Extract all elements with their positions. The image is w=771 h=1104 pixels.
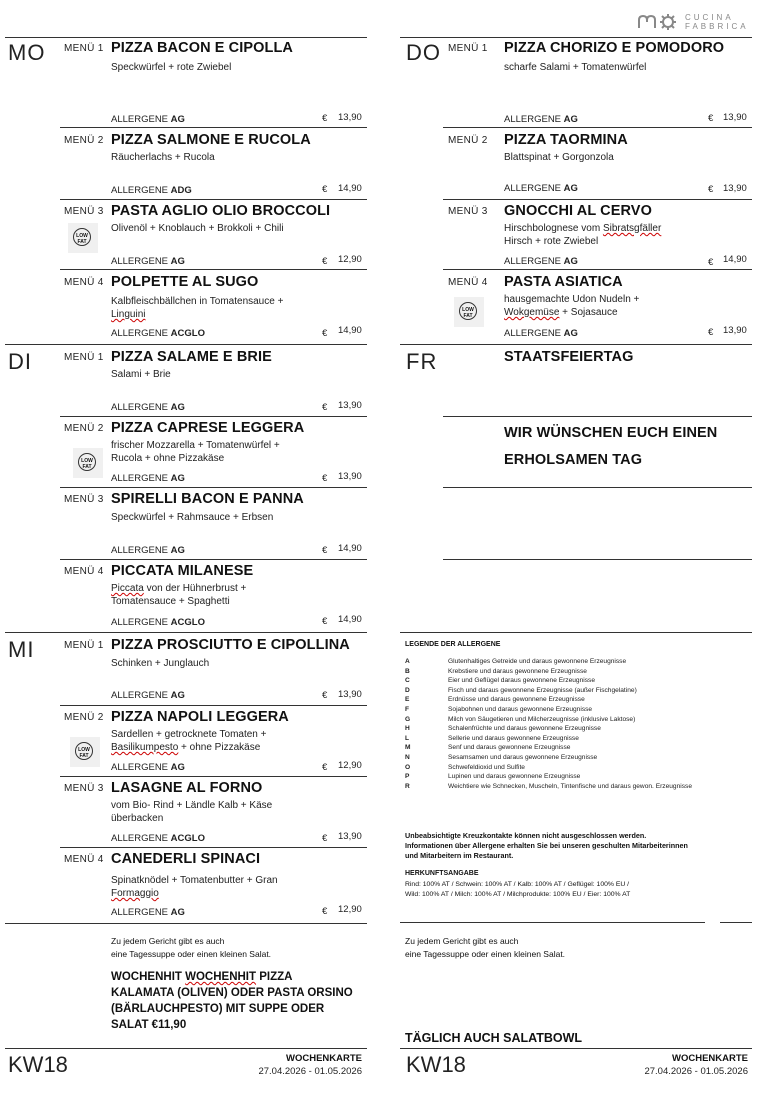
menu-number: MENÜ 3 [64, 783, 104, 794]
price: 12,90 [338, 904, 362, 915]
dish-description: Blattspinat + Gorgonzola [504, 152, 614, 163]
menu-number: MENÜ 4 [64, 854, 104, 865]
menu-number: MENÜ 3 [448, 206, 488, 217]
low-fat-badge-icon: LOW FAT [454, 297, 484, 327]
dish-description: Schinken + Junglauch [111, 658, 210, 669]
euro-sign: € [322, 328, 328, 339]
legend-row: E Erdnüsse und daraus gewonnene Erzeugnisse [405, 696, 585, 704]
allergen-info: ALLERGENE ACGLO [111, 617, 205, 628]
price: 13,90 [723, 112, 747, 123]
brand-line2: FABBRICA [685, 22, 749, 31]
allergen-info: ALLERGENE AG [504, 256, 578, 267]
price: 13,90 [338, 400, 362, 411]
date-range: 27.04.2026 - 01.05.2026 [644, 1066, 748, 1077]
menu-number: MENÜ 2 [448, 135, 488, 146]
dish-title: PIZZA SALMONE E RUCOLA [111, 132, 311, 148]
price: 14,90 [338, 183, 362, 194]
euro-sign: € [322, 906, 328, 917]
legend-row: B Krebstiere und daraus gewonnene Erzeugnisse [405, 667, 587, 675]
dish-description: Salami + Brie [111, 369, 171, 380]
holiday-wish: WIR WÜNSCHEN EUCH EINEN ERHOLSAMEN TAG [504, 425, 718, 468]
legend-row: F Sojabohnen und daraus gewonnene Erzeugnisse [405, 705, 593, 713]
euro-sign: € [322, 762, 328, 773]
origin-title: HERKUNFTSANGABE [405, 870, 479, 877]
soup-note: Zu jedem Gericht gibt es auch eine Tagessuppe oder einen kleinen Salat. [405, 936, 566, 959]
dish-description: Speckwürfel + Rahmsauce + Erbsen [111, 512, 274, 523]
euro-sign: € [708, 257, 714, 268]
weekly-hit: WOCHENHIT WOCHENHIT PIZZA KALAMATA (OLIVEN) ODER PASTA ORSINO (BÄRLAUCHPESTO) MIT SUPPE ODER SALAT €11,90 [111, 971, 353, 1031]
price: 13,90 [338, 831, 362, 842]
day-mi: MI [8, 637, 35, 662]
euro-sign: € [322, 473, 328, 484]
day-fr: FR [406, 349, 438, 374]
legend-row: R Weichtiere wie Schnecken, Muscheln, Tintenfische und daraus gewon. Erzeugnisse [405, 782, 692, 790]
brand-icon [637, 13, 679, 31]
dish-description: Piccata von der Hühnerbrust + Tomatensauce + Spaghetti [111, 583, 247, 607]
menu-number: MENÜ 3 [64, 494, 104, 505]
calendar-week: KW18 [8, 1052, 68, 1077]
allergen-info: ALLERGENE AG [111, 907, 185, 918]
dish-description: vom Bio- Rind + Ländle Kalb + Käse überbacken [111, 800, 273, 824]
euro-sign: € [322, 113, 328, 124]
holiday-title: STAATSFEIERTAG [504, 349, 634, 365]
euro-sign: € [322, 184, 328, 195]
menu-number: MENÜ 3 [64, 206, 104, 217]
dish-description: Räucherlachs + Rucola [111, 152, 215, 163]
dish-title: PASTA AGLIO OLIO BROCCOLI [111, 203, 331, 219]
dish-title: PIZZA BACON E CIPOLLA [111, 40, 294, 56]
dish-title: PIZZA CHORIZO E POMODORO [504, 40, 725, 56]
low-fat-badge-icon: LOW FAT [68, 223, 98, 253]
dish-title: POLPETTE AL SUGO [111, 274, 259, 290]
price: 14,90 [723, 254, 747, 265]
allergen-info: ALLERGENE AG [504, 328, 578, 339]
menu-number: MENÜ 1 [448, 43, 488, 54]
calendar-week: KW18 [406, 1052, 466, 1077]
dish-title: PIZZA NAPOLI LEGGERA [111, 709, 289, 725]
legend-row: L Sellerie und daraus gewonnene Erzeugnisse [405, 734, 579, 742]
euro-sign: € [708, 184, 714, 195]
euro-sign: € [322, 833, 328, 844]
price: 13,90 [723, 183, 747, 194]
dish-title: CANEDERLI SPINACI [111, 851, 261, 867]
dish-title: PASTA ASIATICA [504, 274, 623, 290]
dish-title: PIZZA PROSCIUTTO E CIPOLLINA [111, 637, 350, 653]
euro-sign: € [322, 545, 328, 556]
dish-description: Hirschbolognese vom Sibratsgfäller Hirsch + rote Zwiebel [504, 223, 662, 247]
date-range: 27.04.2026 - 01.05.2026 [258, 1066, 362, 1077]
dish-title: PIZZA TAORMINA [504, 132, 628, 148]
dish-description: Sardellen + getrocknete Tomaten + Basilikumpesto + ohne Pizzakäse [111, 729, 267, 753]
legend-title: LEGENDE DER ALLERGENE [405, 641, 501, 648]
price: 12,90 [338, 254, 362, 265]
allergen-info: ALLERGENE AG [111, 473, 185, 484]
allergen-info: ALLERGENE AG [504, 183, 578, 194]
euro-sign: € [322, 256, 328, 267]
dish-description: Olivenöl + Knoblauch + Brokkoli + Chili [111, 223, 284, 234]
menu-label: WOCHENKARTE [672, 1053, 748, 1064]
dish-title: PICCATA MILANESE [111, 563, 254, 579]
menu-number: MENÜ 4 [64, 566, 104, 577]
euro-sign: € [322, 402, 328, 413]
legend-row: H Schalenfrüchte und daraus gewonnene Erzeugnisse [405, 725, 601, 733]
menu-number: MENÜ 4 [64, 277, 104, 288]
cross-contact-note: Unbeabsichtigte Kreuzkontakte können nicht ausgeschlossen werden. Informationen über Allergene erhalten Sie bei unseren geschulten Mitarbeiterinnen und Mitarbeitern im Restaurant. [405, 831, 688, 860]
dish-title: LASAGNE AL FORNO [111, 780, 263, 796]
low-fat-badge-icon: LOW FAT [73, 448, 103, 478]
day-do: DO [406, 40, 441, 65]
menu-label: WOCHENKARTE [286, 1053, 362, 1064]
price: 13,90 [338, 689, 362, 700]
allergen-legend [405, 657, 755, 791]
allergen-info: ALLERGENE AG [111, 545, 185, 556]
allergen-info: ALLERGENE AG [111, 690, 185, 701]
origin-info: Rind: 100% AT / Schwein: 100% AT / Kalb: 100% AT / Geflügel: 100% EU / Wild: 100% AT / Milch: 100% AT / Milchprodukte: 100% EU / Eier: 100% AT [405, 881, 631, 898]
legend-row: P Lupinen und daraus gewonnene Erzeugnisse [405, 773, 581, 781]
day-di: DI [8, 349, 32, 374]
price: 12,90 [338, 760, 362, 771]
allergen-info: ALLERGENE AG [111, 762, 185, 773]
day-mo: MO [8, 40, 46, 65]
legend-row: G Milch von Säugetieren und Milcherzeugnisse (inklusive Laktose) [405, 715, 636, 723]
dish-description: Spinatknödel + Tomatenbutter + Gran Formaggio [111, 875, 278, 899]
legend-row: A Glutenhaltiges Getreide und daraus gewonnene Erzeugnisse [405, 658, 627, 665]
allergen-info: ALLERGENE AG [504, 114, 578, 125]
soup-note: Zu jedem Gericht gibt es auch eine Tagessuppe oder einen kleinen Salat. [111, 936, 272, 959]
allergen-info: ALLERGENE AG [111, 256, 185, 267]
price: 14,90 [338, 614, 362, 625]
menu-number: MENÜ 2 [64, 135, 104, 146]
allergen-info: ALLERGENE AG [111, 402, 185, 413]
menu-number: MENÜ 4 [448, 277, 488, 288]
allergen-info: ALLERGENE ACGLO [111, 328, 205, 339]
menu-number: MENÜ 1 [64, 43, 104, 54]
menu-number: MENÜ 2 [64, 712, 104, 723]
brand-line1: CUCINA [685, 13, 734, 22]
price: 14,90 [338, 325, 362, 336]
legend-row: M Senf und daraus gewonnene Erzeugnisse [405, 744, 571, 752]
salad-bowl-note: TÄGLICH AUCH SALATBOWL [405, 1031, 583, 1045]
legend-row: N Sesamsamen und daraus gewonnene Erzeugnisse [405, 753, 598, 761]
low-fat-badge-icon: LOW FAT [70, 737, 100, 767]
legend-row: C Eier und Geflügel daraus gewonnene Erzeugnisse [405, 677, 595, 685]
dish-title: SPIRELLI BACON E PANNA [111, 491, 304, 507]
allergen-info: ALLERGENE ADG [111, 185, 192, 196]
dish-title: GNOCCHI AL CERVO [504, 203, 652, 219]
dish-title: PIZZA SALAME E BRIE [111, 349, 272, 365]
price: 13,90 [723, 325, 747, 336]
menu-number: MENÜ 1 [64, 640, 104, 651]
dish-description: Kalbfleischbällchen in Tomatensauce + Linguini [111, 296, 284, 320]
dish-description: Speckwürfel + rote Zwiebel [111, 62, 232, 73]
menu-number: MENÜ 2 [64, 423, 104, 434]
euro-sign: € [708, 327, 714, 338]
dish-description: hausgemachte Udon Nudeln + Wokgemüse + Sojasauce [504, 294, 640, 318]
legend-row: O Schwefeldioxid und Sulfite [405, 763, 525, 771]
legend-row: D Fisch und daraus gewonnene Erzeugnisse (außer Fischgelatine) [405, 686, 637, 694]
allergen-info: ALLERGENE AG [111, 114, 185, 125]
dish-description: frischer Mozzarella + Tomatenwürfel + Rucola + ohne Pizzakäse [111, 440, 280, 464]
menu-number: MENÜ 1 [64, 352, 104, 363]
price: 14,90 [338, 543, 362, 554]
allergen-info: ALLERGENE ACGLO [111, 833, 205, 844]
price: 13,90 [338, 112, 362, 123]
euro-sign: € [322, 616, 328, 627]
price: 13,90 [338, 471, 362, 482]
euro-sign: € [708, 113, 714, 124]
dish-description: scharfe Salami + Tomatenwürfel [504, 62, 647, 73]
brand-logo [637, 13, 755, 33]
dish-title: PIZZA CAPRESE LEGGERA [111, 420, 305, 436]
euro-sign: € [322, 690, 328, 701]
